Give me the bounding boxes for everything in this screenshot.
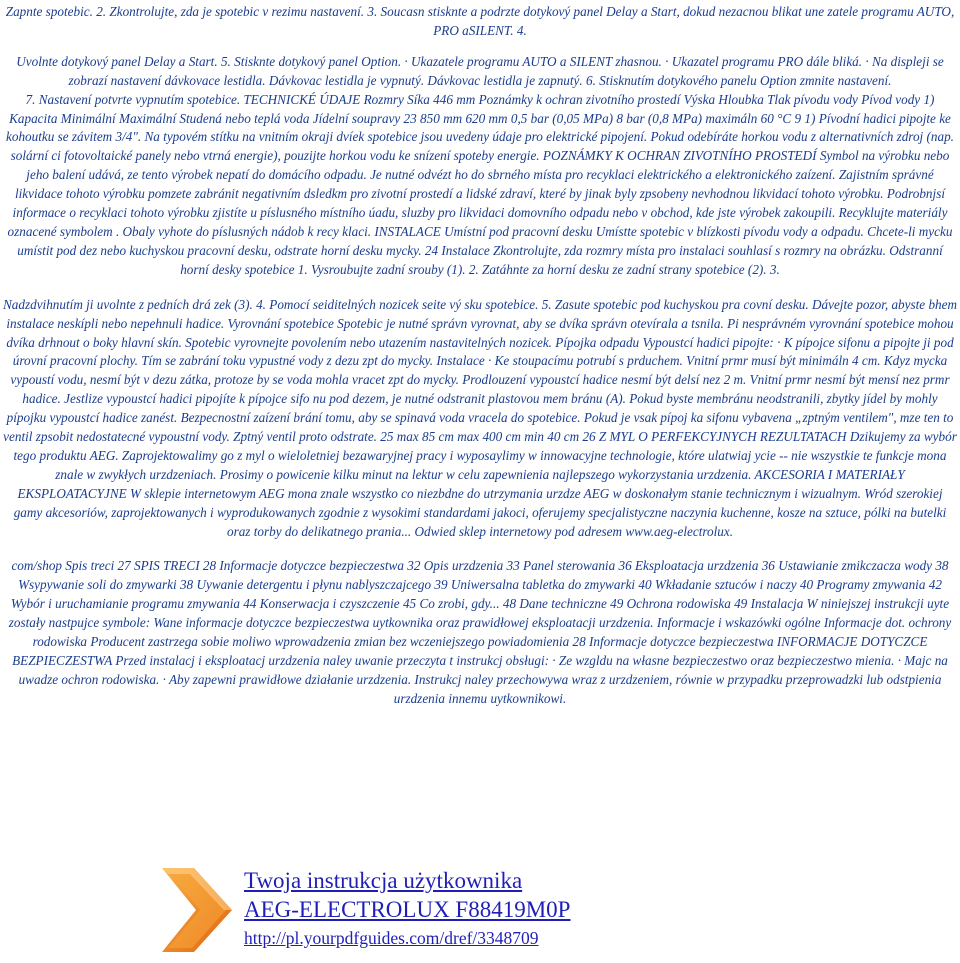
paragraph-1: Zapnte spotebic. 2. Zkontrolujte, zda je spotebic v rezimu nastavení. 3. Soucasn stisknte a podrzte dotykový panel Delay a Start, dokud nezacnou blikat une zatele programu AUTO, PRO aSILENT. 4. [5,4,955,38]
source-url-link[interactable]: http://pl.yourpdfguides.com/dref/3348709 [244,928,539,948]
orange-arrow-icon [154,862,238,958]
footer-text [244,866,944,949]
manual-title-link[interactable]: Twoja instrukcja użytkownika [244,868,523,893]
paragraph-4: Nadzdvihnutím ji uvolnte z pedních drá zek (3). 4. Pomocí seiditelných nozicek seite vý sku spotebice. 5. Zasute spotebic pod kuchyskou pra covní desku. Dávejte pozor, abyste bhem instalace neskípli nebo nepehnuli hadice. Vyrovnání spotebice Spotebic je nutné správn vyrovnat, aby se dvíka správn otevírala a tsnila. Pi nesprávném vyrovnání spotebice mohou dvíka drhnout o boky hlavní skín. Spotebic vyrovnejte povolením nebo utazením nastavitelných nozicek. Pípojka odpadu Vypoustcí hadici pipojte: · K pípojce sifonu a pipojte ji pod úrovní pracovní plochy. Tím se zabrání toku vypustné vody z dezu zpt do mycky. Instalace · Ke stoupacímu potrubí s prduchem. Vnitní prmr musí být minimáln 4 cm. Kdyz mycka vypoustí vodu, nesmí být v dezu zátka, protoze by se voda mohla vracet zpt do mycky. Prodlouzení vypoustcí hadice nesmí být delsí nez 2 m. Vnitní prmr nesmí být mensí nez prmr hadice. Jestlize vypoustcí hadici pipojíte k pípojce sifo nu pod dezem, je nutné odstranit plastovou mem bránu (A). Pokud byste membránu neodstranili, zbytky jídel by mohly pípojku vypoustcí hadice zanést. Bezpecnostní zaízení brání tomu, aby se spinavá voda vracela do spotebice. Pokud je vsak pípoj ka sifonu vybavena „zptným ventilem", mze ten to ventil zpsobit nedostatecné vypoustní vody. Zptný ventil proto odstrate. 25 max 85 cm max 400 cm min 40 cm 26 Z MYL O PERFEKCYJNYCH REZULTATACH Dzikujemy za wybór tego produktu AEG. Zaprojektowalimy go z myl o wieloletniej bezawaryjnej pracy i wyposaylimy w innowacyjne technologie, które ulatwiaj ycie -- nie wszystkie te funkcje mona znale w zwykłych urzdzeniach. Prosimy o powicenie kilku minut na lektur w celu zapewnienia najlepszego wykorzystania urzdzenia. AKCESORIA I MATERIAŁY EKSPLOATACYJNE W sklepie internetowym AEG mona znale wszystko co niezbdne do utrzymania urzdze AEG w doskonałym stanie technicznym i wizualnym. Wród szerokiej gamy akcesoriów, zaprojektowanych i wyprodukowanych zgodnie z wysokimi standardami jakoci, oferujemy specjalistyczne naczynia kuchenne, kosze na sztuce, pólki na butelki oraz torby do delikatnego prania... Odwied sklep internetowy pod adresem www.aeg-electrolux. [2,296,958,539]
paragraph-5: com/shop Spis treci 27 SPIS TRECI 28 Informacje dotyczce bezpieczestwa 32 Opis urzdzenia 33 Panel sterowania 36 Eksploatacja urzdzenia 36 Ustawianie zmikczacza wody 38 Wsypywanie soli do zmywarki 38 Uywanie detergentu i płynu nablyszczajcego 39 Uniwersalna tabletka do zmywarki 40 Wkładanie sztuców i naczy 40 Programy zmywania 42 Wybór i uruchamianie programu zmywania 44 Konserwacja i czyszczenie 45 Co zrobi, gdy... 48 Dane techniczne 49 Ochrona rodowiska 49 Instalacja W niniejszej instrukcji uyte zostały nastpujce symbole: Wane informacje dotyczce bezpieczestwa uytkownika oraz prawidłowej eksploatacji urzdzenia. Informacje i wskazówki ogólne Informacje dot. ochrony rodowiska Producent zastrzega sobie moliwo wprowadzenia zmian bez wczeniejszego powiadomienia 28 Informacje dotyczce bezpieczestwa INFORMACJE DOTYCZCE BEZPIECZESTWA Przed instalacj i eksploatacj urzdzenia naley uwanie przeczyta t instrukcj obsługi: · Ze wzgldu na własne bezpieczestwo oraz bezpieczestwo mienia. · Majc na uwadze ochron rodowiska. · Aby zapewni prawidłowe działanie urzdzenia. Instrukcj naley przechowywa wraz z urzdzeniem, równie w przypadku przeprowadzki lub odstpienia urzdzenia innemu uytkownikowi. [8,558,952,706]
paragraph-2: Uvolnte dotykový panel Delay a Start. 5. Stisknte dotykový panel Option. · Ukazatele programu AUTO a SILENT zhasnou. · Ukazatel programu PRO dále bliká. · Na displeji se zobrazí nastavení dávkovace lestidla. Dávkovac lestidla je vypnutý. Dávkovac lestidla je zapnutý. 6. Stisknutím dotykového panelu Option zmnite nastavení. [16,53,944,88]
product-model-link[interactable]: AEG-ELECTROLUX F88419M0P [244,897,571,922]
paragraph-3: 7. Nastavení potvrte vypnutím spotebice. TECHNICKÉ ÚDAJE Rozmry Síka 446 mm Poznámky k ochran zivotního prostedí Výska Hloubka Tlak pívodu vody Pívod vody 1) Kapacita Minimální Maximální Studená nebo teplá voda Jídelní soupravy 23 850 mm 620 mm 0,5 bar (0,05 MPa) 8 bar (0,8 MPa) maximáln 60 °C 9 1) Pívodní hadici pipojte ke kohoutku se závitem 3/4". Na typovém stítku na vnitním okraji dvíek spotebice jsou uvedeny údaje pro elektrické pipojení. Pokud odebíráte horkou vodu z alternativních zdroj (nap. solární ci fotovoltaické panely nebo vtrná energie), pouzijte horkou vodu ke snízení spoteby energie. POZNÁMKY K OCHRAN ZIVOTNÍHO PROSTEDÍ Symbol na výrobku nebo jeho balení udává, ze tento výrobek nepatí do domácího odpadu. Je nutné odvézt ho do sbrného místa pro recyklaci elektrického a elektronického zaízení. Zajistním správné likvidace tohoto výrobku pomzete zabránit negativním dsledkm pro zivotní prostedí a lidské zdraví, které by jinak byly zpsobeny nevhodnou likvidací tohoto výrobku. Podrobnjsí informace o recyklaci tohoto výrobku zjistíte u píslusného místního úadu, sluzby pro likvidaci domovního odpadu nebo v obchod, kde jste výrobek zakoupili. Recyklujte materiály oznacené symbolem . Obaly vyhote do píslusných nádob k recy klaci. INSTALACE Umístní pod pracovní desku Umístte spotebic v blízkosti pívodu vody a odpadu. Chcete-li mycku umístit pod dez nebo kuchyskou pracovní desku, odstrate horní desku mycky. 24 Instalace Zkontrolujte, zda rozmry místa pro instalaci souhlasí s rozmry na obrázku. Odstranní horní desky spotebice 1. Vysroubujte zadní srouby (1). 2. Zatáhnte za horní desku ze zadní strany spotebice (2). 3. [6,91,954,277]
footer-banner [0,862,960,963]
